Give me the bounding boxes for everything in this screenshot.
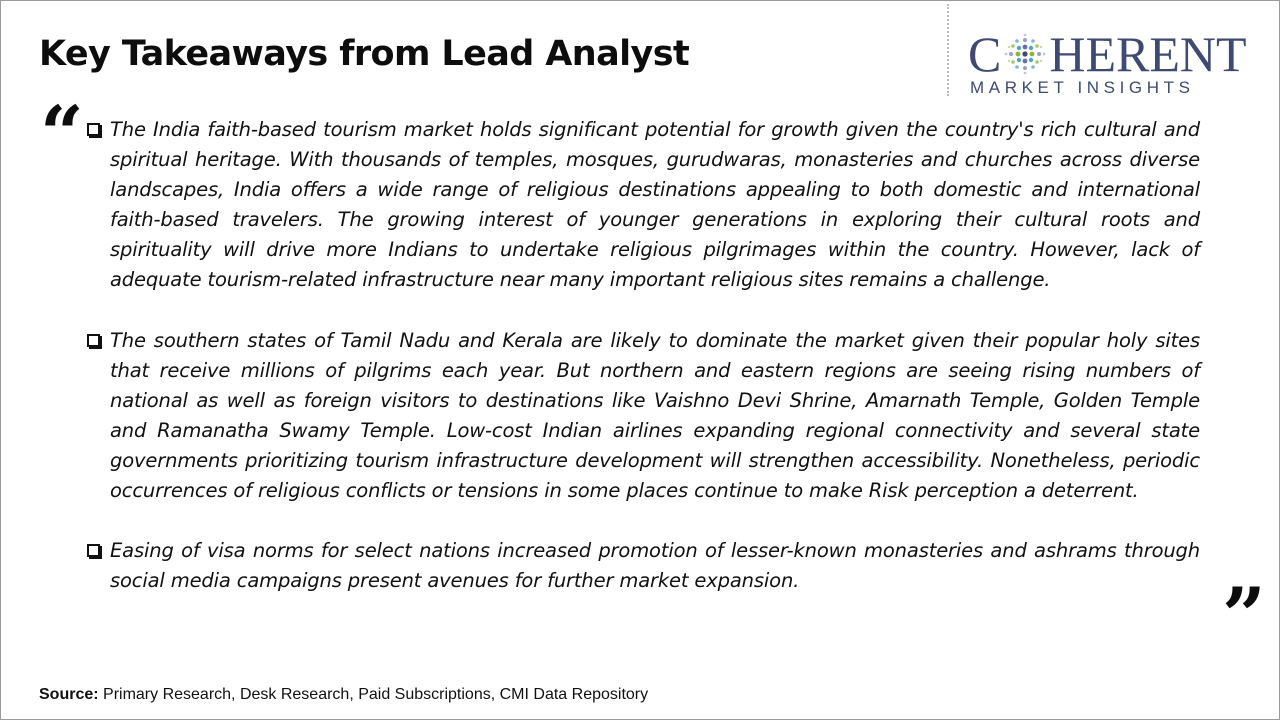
takeaway-list: [86, 115, 1200, 626]
list-item-text: The India faith-based tourism market holds significant potential for growth given the country's rich cultural and spiritual heritage. With thousands of temples, mosques, gurudwaras, monasteries and churches across diverse landscapes, India offers a wide range of religious destinations appealing to both domestic and international faith-based travelers. The growing interest of younger generations in exploring their cultural roots and spirituality will drive more Indians to undertake religious pilgrimages within the country. However, lack of adequate tourism-related infrastructure near many important religious sites remains a challenge.: [110, 118, 1200, 292]
header-divider: [947, 4, 949, 96]
open-quote-icon: “: [40, 89, 84, 178]
company-logo: [968, 26, 1260, 100]
logo-wordmark: [968, 26, 1247, 82]
checkbox-bullet-icon: [87, 123, 100, 136]
checkbox-bullet-icon: [87, 334, 100, 347]
source-text: Primary Research, Desk Research, Paid Subscriptions, CMI Data Repository: [98, 686, 649, 703]
logo-wordmark-right: HERENT: [1049, 26, 1247, 82]
list-item-text: The southern states of Tamil Nadu and Kerala are likely to dominate the market given their popular holy sites that receive millions of pilgrims each year. But northern and eastern regions are seeing rising numbers of national as well as foreign visitors to destinations like Vaishno Devi Shrine, Amarnath Temple, Golden Temple and Ramanatha Swamy Temple. Low-cost Indian airlines expanding regional connectivity and several state governments prioritizing tourism infrastructure development will strengthen accessibility. Nonetheless, periodic occurrences of religious conflicts or tensions in some places continue to make Risk perception a deterrent.: [110, 328, 1200, 503]
logo-subtitle: MARKET INSIGHTS: [970, 78, 1195, 97]
list-item-text: Easing of visa norms for select nations increased promotion of lesser-known monasteries and ashrams through social media campaigns present avenues for further market expansion.: [110, 539, 1200, 593]
globe-icon: [1002, 31, 1048, 77]
close-quote-icon: ”: [1222, 571, 1266, 660]
list-item: [86, 536, 1200, 596]
source-note: [39, 686, 648, 704]
checkbox-bullet-icon: [87, 544, 100, 557]
source-label: Source:: [39, 686, 99, 703]
list-item: [86, 115, 1200, 296]
list-item: [86, 326, 1200, 507]
logo-wordmark-left: C: [968, 26, 1002, 82]
page-title: Key Takeaways from Lead Analyst: [39, 34, 690, 74]
